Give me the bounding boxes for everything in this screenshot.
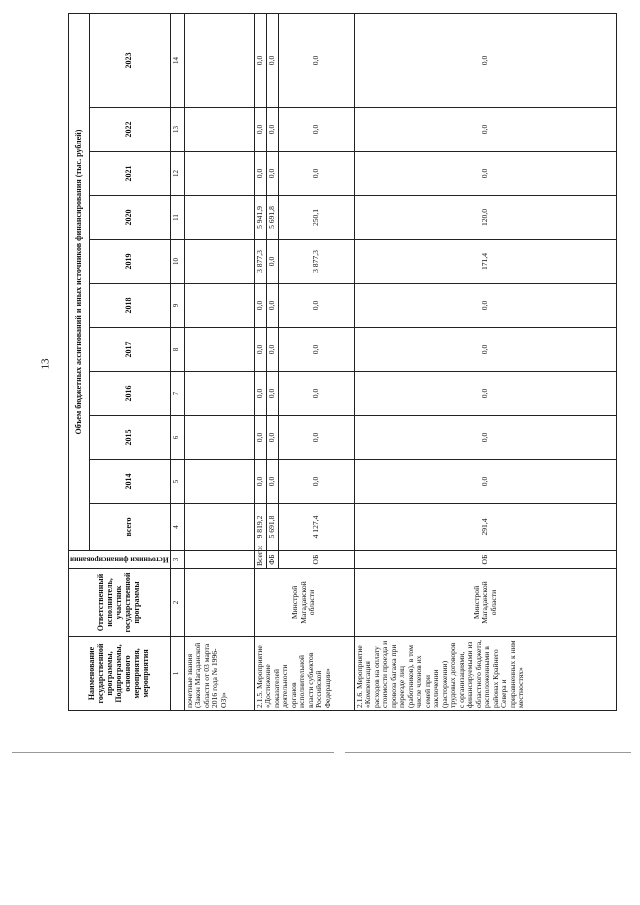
column-number: 6 xyxy=(170,416,184,460)
table-row xyxy=(254,13,266,710)
divider-line xyxy=(12,752,334,753)
value-cell: 9 819,2 xyxy=(254,504,266,551)
value-cell: 0,0 xyxy=(266,13,278,107)
value-cell: 0,0 xyxy=(266,460,278,504)
funding-source: ОБ xyxy=(278,551,354,569)
value-cell: 0,0 xyxy=(278,416,354,460)
value-cell: 3 877,3 xyxy=(278,240,354,284)
value-cell: 0,0 xyxy=(266,108,278,152)
value-cell: 250,1 xyxy=(278,196,354,240)
continuation-program-name: почетные звания (Закон Магаданской области от 03 марта 2016 года № 1996-ОЗ)» xyxy=(184,637,254,711)
value-cell: 0,0 xyxy=(254,328,266,372)
empty-cell xyxy=(184,551,254,569)
value-cell: 0,0 xyxy=(354,13,616,107)
header-funding-volume: Объем бюджетных ассигнований и иных источников финансирования (тыс. рублей) xyxy=(69,13,90,550)
empty-cell xyxy=(184,504,254,551)
value-cell: 0,0 xyxy=(278,284,354,328)
value-cell: 0,0 xyxy=(354,108,616,152)
table-row xyxy=(184,13,254,710)
table-row xyxy=(354,13,616,710)
rotated-page-content xyxy=(68,14,617,711)
header-year-total: всего xyxy=(90,504,171,551)
column-number: 13 xyxy=(170,108,184,152)
measure-2-1-5-name: 2.1.5. Мероприятие «Достижение показателей деятельности органов исполнительной власти субъектов Российской Федерации» xyxy=(254,637,354,711)
column-number: 9 xyxy=(170,284,184,328)
value-cell: 0,0 xyxy=(266,284,278,328)
column-number: 7 xyxy=(170,372,184,416)
empty-cell xyxy=(184,240,254,284)
header-year-2017: 2017 xyxy=(90,328,171,372)
budget-table xyxy=(68,13,617,711)
measure-2-1-6-executor: Минстрой Магаданской области xyxy=(354,569,616,637)
measure-2-1-5-executor: Минстрой Магаданской области xyxy=(254,569,354,637)
value-cell: 0,0 xyxy=(354,328,616,372)
header-year-2021: 2021 xyxy=(90,152,171,196)
value-cell: 0,0 xyxy=(266,372,278,416)
value-cell: 0,0 xyxy=(254,108,266,152)
page-number: 13 xyxy=(39,358,52,370)
column-number: 4 xyxy=(170,504,184,551)
empty-cell xyxy=(184,460,254,504)
value-cell: 0,0 xyxy=(254,284,266,328)
header-year-2019: 2019 xyxy=(90,240,171,284)
empty-cell xyxy=(184,196,254,240)
column-number: 10 xyxy=(170,240,184,284)
header-year-2022: 2022 xyxy=(90,108,171,152)
column-number: 12 xyxy=(170,152,184,196)
value-cell: 0,0 xyxy=(278,372,354,416)
header-year-2014: 2014 xyxy=(90,460,171,504)
value-cell: 0,0 xyxy=(354,416,616,460)
value-cell: 120,0 xyxy=(354,196,616,240)
header-year-2016: 2016 xyxy=(90,372,171,416)
value-cell: 5 691,8 xyxy=(266,196,278,240)
column-number: 8 xyxy=(170,328,184,372)
value-cell: 0,0 xyxy=(278,108,354,152)
divider-line xyxy=(345,752,631,753)
empty-cell xyxy=(184,13,254,107)
value-cell: 0,0 xyxy=(278,152,354,196)
value-cell: 0,0 xyxy=(266,240,278,284)
empty-cell xyxy=(184,328,254,372)
value-cell: 0,0 xyxy=(254,460,266,504)
header-funding-source: Источники финансирования xyxy=(69,551,171,569)
funding-source: Всего: xyxy=(254,551,266,569)
column-number: 5 xyxy=(170,460,184,504)
empty-cell xyxy=(184,152,254,196)
column-number: 1 xyxy=(170,637,184,711)
column-number: 14 xyxy=(170,13,184,107)
funding-source: ФБ xyxy=(266,551,278,569)
column-number: 2 xyxy=(170,569,184,637)
funding-source: ОБ xyxy=(354,551,616,569)
empty-cell xyxy=(184,284,254,328)
value-cell: 0,0 xyxy=(266,152,278,196)
value-cell: 0,0 xyxy=(254,372,266,416)
value-cell: 0,0 xyxy=(266,328,278,372)
value-cell: 0,0 xyxy=(354,460,616,504)
value-cell: 0,0 xyxy=(254,13,266,107)
empty-cell xyxy=(184,372,254,416)
column-number: 3 xyxy=(170,551,184,569)
header-year-2023: 2023 xyxy=(90,13,171,107)
value-cell: 171,4 xyxy=(354,240,616,284)
value-cell: 0,0 xyxy=(266,416,278,460)
value-cell: 3 877,3 xyxy=(254,240,266,284)
column-number: 11 xyxy=(170,196,184,240)
value-cell: 5 691,8 xyxy=(266,504,278,551)
value-cell: 0,0 xyxy=(278,328,354,372)
value-cell: 0,0 xyxy=(254,152,266,196)
header-executor: Ответственный исполнитель, участник государственной программы xyxy=(69,569,171,637)
value-cell: 0,0 xyxy=(254,416,266,460)
header-year-2020: 2020 xyxy=(90,196,171,240)
value-cell: 291,4 xyxy=(354,504,616,551)
value-cell: 5 941,9 xyxy=(254,196,266,240)
header-program-name: Наименование государственной программы, Подпрограммы, основного мероприятия, мероприятия xyxy=(69,637,171,711)
header-year-2018: 2018 xyxy=(90,284,171,328)
value-cell: 0,0 xyxy=(354,372,616,416)
value-cell: 4 127,4 xyxy=(278,504,354,551)
value-cell: 0,0 xyxy=(354,284,616,328)
measure-2-1-6-name: 2.1.6. Мероприятие «Компенсация расходов на оплату стоимости проезда и провоза багажа при переезде лиц (работников), в том числе членов их семей при заключении (расторжении) трудовых договоров с организациями, финансируемыми из областного бюджета, расположенными в районах Крайнего Севера и приравненных к ним местностях» xyxy=(354,637,616,711)
header-year-2015: 2015 xyxy=(90,416,171,460)
value-cell: 0,0 xyxy=(278,460,354,504)
empty-cell xyxy=(184,569,254,637)
value-cell: 0,0 xyxy=(354,152,616,196)
empty-cell xyxy=(184,108,254,152)
empty-cell xyxy=(184,416,254,460)
value-cell: 0,0 xyxy=(278,13,354,107)
